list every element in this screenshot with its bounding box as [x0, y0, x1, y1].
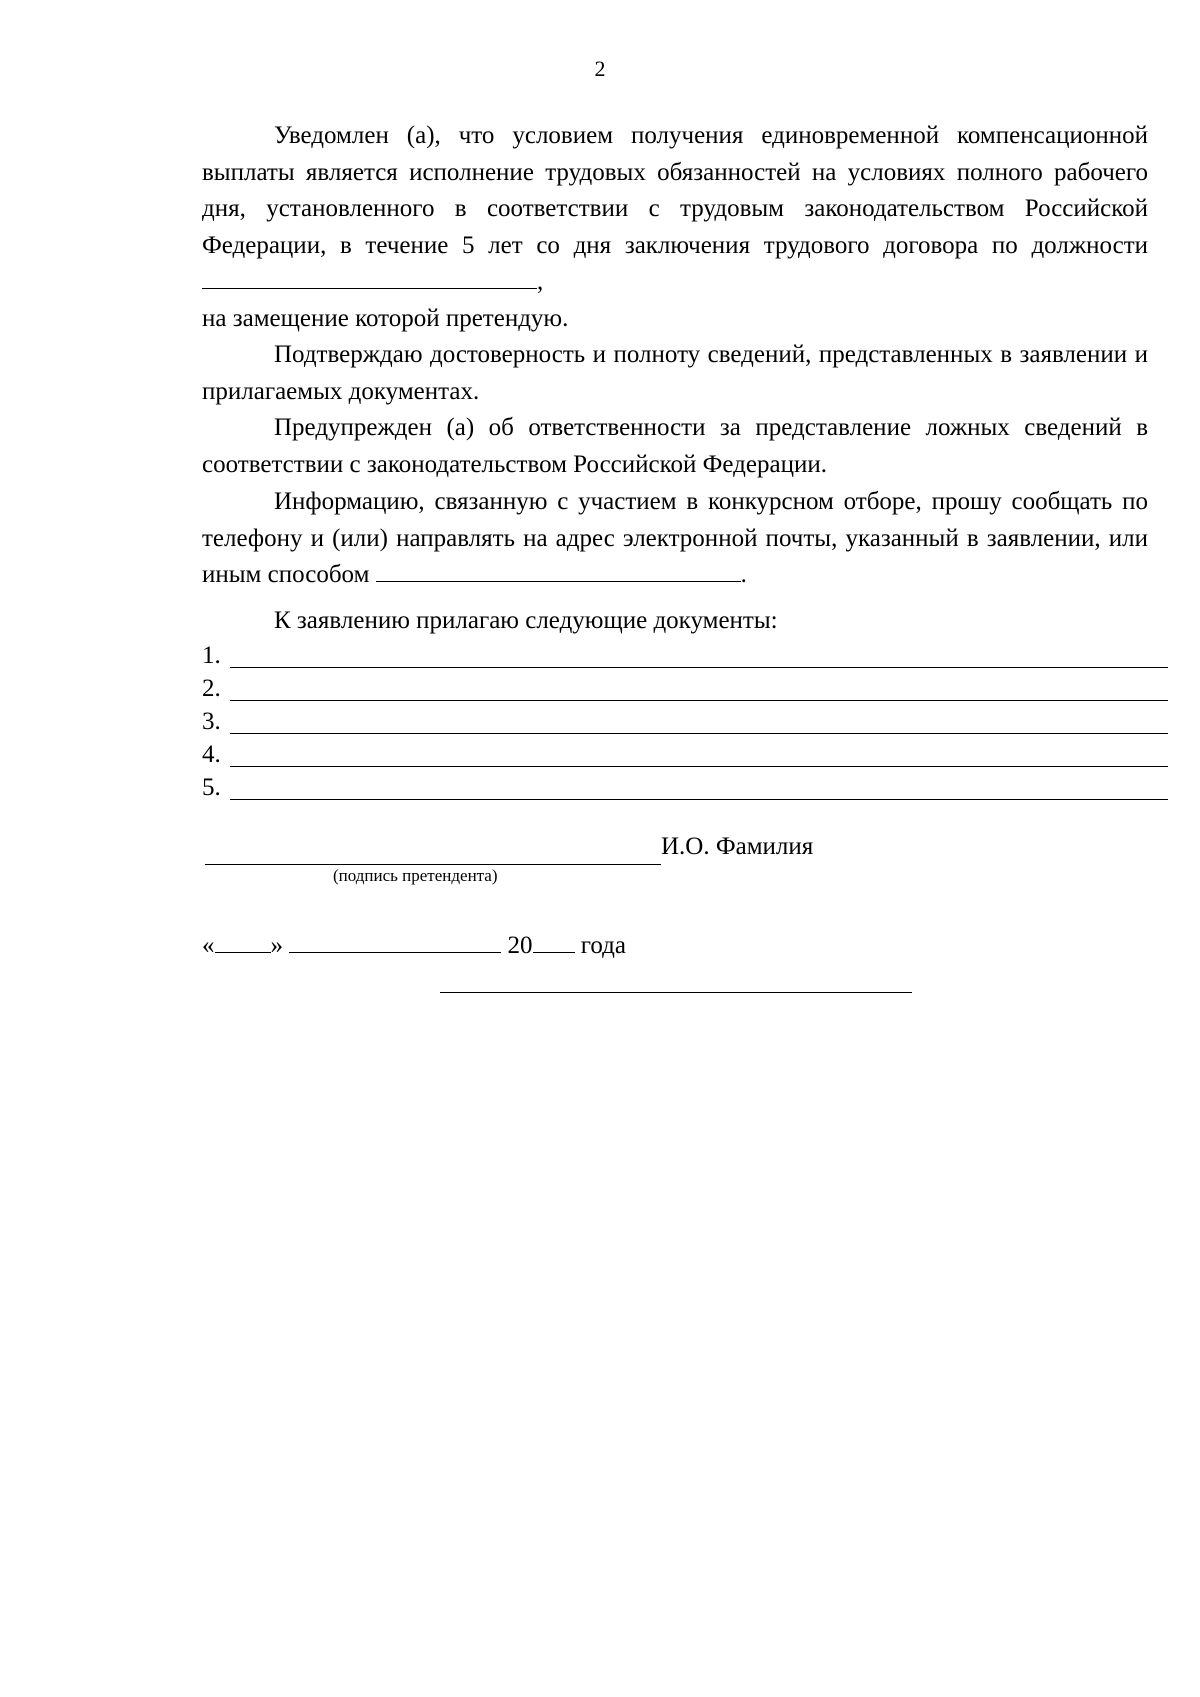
year-field[interactable]: [533, 930, 575, 953]
document-field-4[interactable]: [230, 742, 1168, 767]
notice-paragraph: [202, 118, 1148, 337]
contact-paragraph: [202, 484, 1148, 594]
document-row: [202, 673, 1168, 703]
position-field[interactable]: [202, 264, 537, 289]
document-row: [202, 772, 1168, 802]
confirm-paragraph: [202, 337, 1148, 410]
signer-name: И.О. Фамилия: [661, 833, 814, 860]
notice-continuation: на замещение которой претендую.: [202, 304, 569, 332]
contact-text: Информацию, связанную с участием в конкурсном отборе, прошу сообщать по телефону и (или) направлять на адрес электронной почты, указанный в заявлении, или иным способом: [202, 488, 1148, 588]
month-field[interactable]: [289, 930, 501, 953]
documents-heading: К заявлению прилагаю следующие документы:: [274, 607, 778, 634]
date-open-quote: «: [202, 932, 215, 959]
document-row: [202, 706, 1168, 736]
document-row: [202, 739, 1168, 769]
document-number: 3.: [202, 708, 221, 735]
document-number: 4.: [202, 741, 221, 768]
confirm-text: Подтверждаю достоверность и полноту сведений, представленных в заявлении и прилагаемых документах.: [202, 341, 1148, 405]
bottom-separator-line: [440, 992, 912, 993]
century-label: 20: [507, 932, 533, 959]
document-number: 5.: [202, 774, 221, 801]
notice-text: Уведомлен (а), что условием получения единовременной компенсационной выплаты является исполнение трудовых обязанностей на условиях полного рабочего дня, установленного в соответствии с трудовым законодательством Российской Федерации, в течение 5 лет со дня заключения трудового договора по должности: [202, 122, 1148, 259]
document-field-1[interactable]: [230, 643, 1168, 668]
page-number: 2: [594, 56, 606, 81]
document-number: 1.: [202, 642, 221, 669]
document-number: 2.: [202, 675, 221, 702]
document-field-5[interactable]: [230, 775, 1168, 800]
document-field-3[interactable]: [230, 709, 1168, 734]
date-close-quote: »: [270, 932, 283, 959]
day-field[interactable]: [215, 930, 271, 953]
contact-method-field[interactable]: [376, 557, 741, 582]
warning-paragraph: [202, 410, 1148, 483]
year-suffix: года: [580, 932, 626, 959]
notice-comma: ,: [537, 268, 544, 295]
document-field-2[interactable]: [230, 676, 1168, 701]
contact-period: .: [740, 561, 747, 588]
date-line: [202, 930, 626, 960]
document-row: [202, 640, 1168, 670]
signature-field[interactable]: [205, 864, 661, 865]
signature-caption: (подпись претендента): [333, 866, 498, 885]
warning-text: Предупрежден (а) об ответственности за представление ложных сведений в соответствии с законодательством Российской Федерации.: [202, 414, 1148, 478]
